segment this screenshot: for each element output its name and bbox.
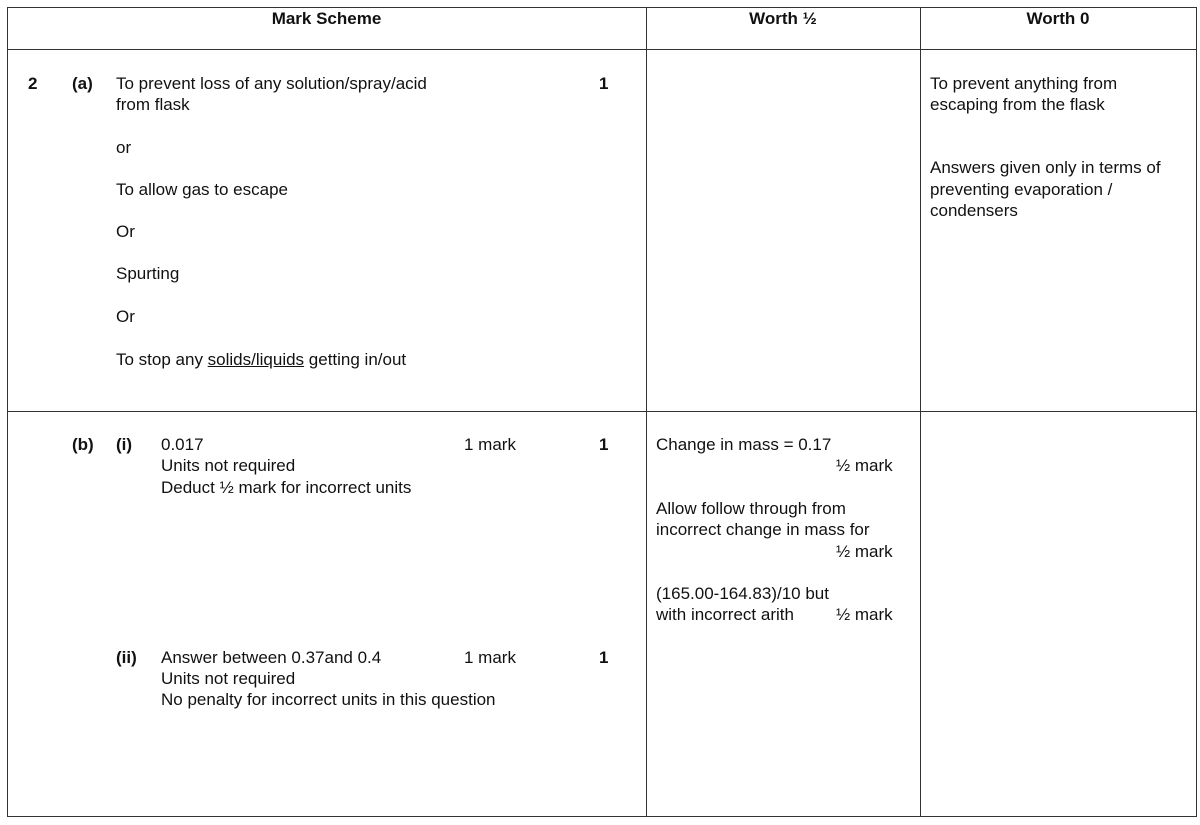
- part-a-alt3-pre: To stop any: [116, 350, 208, 369]
- part-a-line1: To prevent loss of any solution/spray/acid: [116, 74, 427, 93]
- part-a-line2: from flask: [116, 95, 190, 114]
- part-b-i-answer: 0.017: [161, 435, 204, 454]
- part-a-or2: Or: [116, 222, 135, 241]
- part-b-ii-line3: No penalty for incorrect units in this question: [161, 690, 496, 709]
- part-a-marks: 1: [599, 74, 609, 93]
- part-a-or1: or: [116, 138, 132, 157]
- part-b-i-half3-mark: ½ mark: [836, 605, 893, 624]
- part-a-alt1: To allow gas to escape: [116, 180, 288, 199]
- part-a-worth0-line1: To prevent anything from: [930, 74, 1118, 93]
- part-b-ii-line2: Units not required: [161, 669, 296, 688]
- part-b-i-half1: Change in mass = 0.17: [656, 435, 832, 454]
- part-b-i-half1-mark: ½ mark: [836, 456, 893, 475]
- header-bottom-border: [7, 49, 1197, 50]
- column-divider-1: [646, 7, 647, 817]
- part-b-i-half3-line2: with incorrect arith: [656, 605, 794, 624]
- part-b-i-line2: Units not required: [161, 456, 296, 475]
- part-a-alt3-post: getting in/out: [304, 350, 407, 369]
- column-divider-2: [920, 7, 921, 817]
- part-b-label: (b): [72, 435, 94, 454]
- part-b-i-half2-mark: ½ mark: [836, 542, 893, 561]
- table-right-border: [1196, 7, 1197, 817]
- question-number: 2: [28, 74, 38, 93]
- part-b-i-marks: 1: [599, 435, 609, 454]
- part-a-or3: Or: [116, 307, 135, 326]
- part-b-i-half2-line1: Allow follow through from: [656, 499, 846, 518]
- part-a-alt2: Spurting: [116, 264, 180, 283]
- part-b-i-half3-line1: (165.00-164.83)/10 but: [656, 584, 829, 603]
- part-b-ii-mark-note: 1 mark: [464, 648, 516, 667]
- part-a-worth0-line3: Answers given only in terms of: [930, 158, 1161, 177]
- part-b-i-half2-line2: incorrect change in mass for: [656, 520, 870, 539]
- part-a-alt3-underlined: solids/liquids: [207, 350, 305, 369]
- table-bottom-border: [7, 816, 1197, 817]
- part-b-i-label: (i): [116, 435, 133, 454]
- part-b-i-line3: Deduct ½ mark for incorrect units: [161, 478, 412, 497]
- part-a-worth0-line2: escaping from the flask: [930, 95, 1105, 114]
- header-worth-half: Worth ½: [749, 9, 817, 28]
- part-a-alt3: [116, 349, 406, 370]
- part-b-ii-answer: Answer between 0.37and 0.4: [161, 648, 382, 667]
- part-b-ii-marks: 1: [599, 648, 609, 667]
- header-worth-zero: Worth 0: [1026, 9, 1090, 28]
- row-divider: [7, 411, 1197, 412]
- table-left-border: [7, 7, 8, 817]
- part-a-label: (a): [72, 74, 93, 93]
- part-a-worth0-line5: condensers: [930, 201, 1018, 220]
- part-b-i-mark-note: 1 mark: [464, 435, 516, 454]
- header-mark-scheme: Mark Scheme: [271, 9, 382, 28]
- part-a-worth0-line4: preventing evaporation /: [930, 180, 1113, 199]
- part-b-ii-label: (ii): [116, 648, 137, 667]
